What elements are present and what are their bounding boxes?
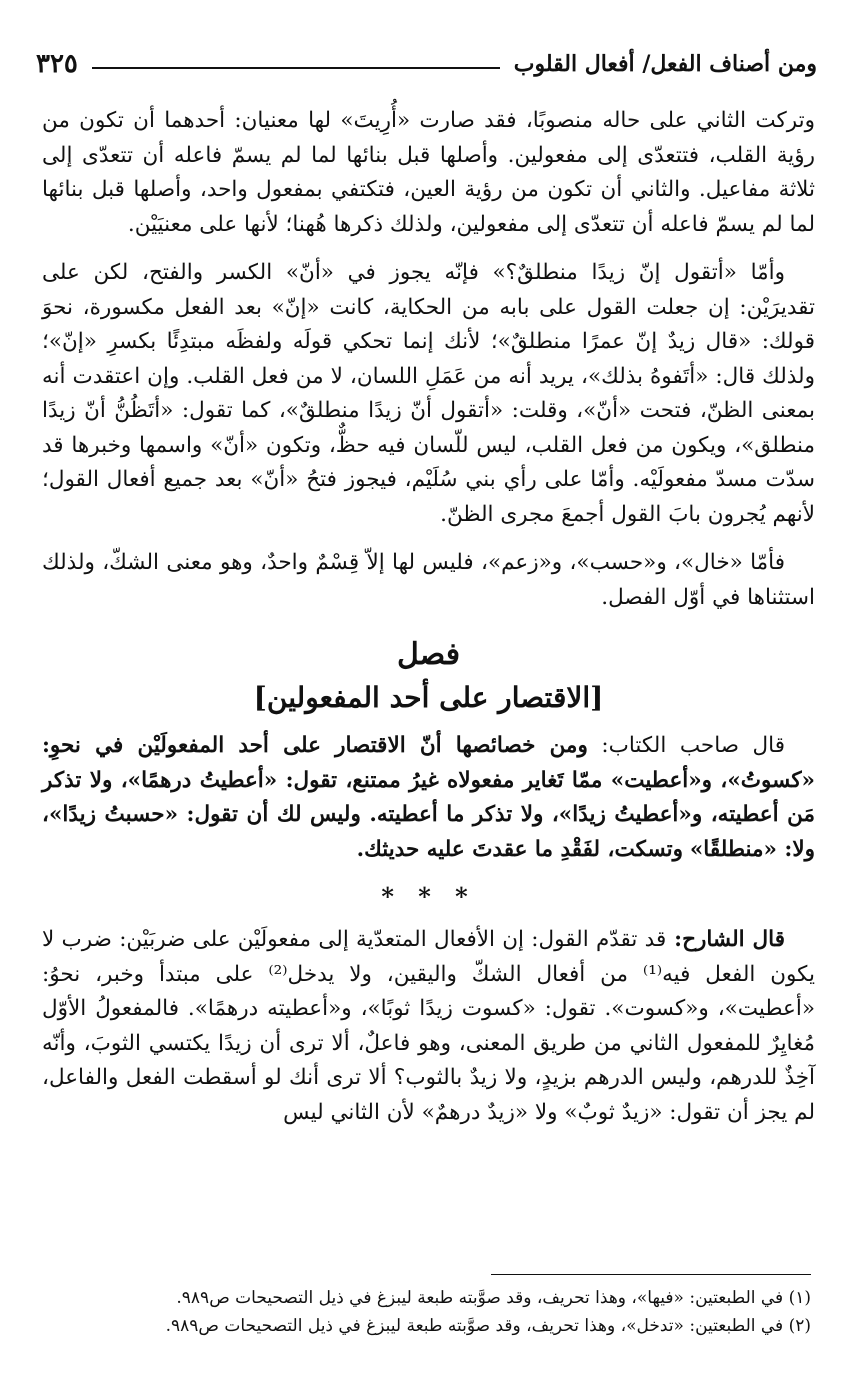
commentary-paragraph xyxy=(42,923,815,1130)
paragraph-3: فأمّا «خال»، و«حسب»، و«زعم»، فليس لها إلاّ قِسْمٌ واحدٌ، وهو معنى الشكّ، ولذلك استثناها في أوّل الفصل. xyxy=(42,550,815,610)
quote-ending: وتسكت، لفَقْدِ ما عقدتَ عليه حديثك. xyxy=(356,836,684,862)
footnotes xyxy=(44,1284,811,1340)
paragraph-1: وتركت الثاني على حاله منصوبًا، فقد صارت «أُرِيتَ» لها معنيان: أحدهما أن تكون من رؤية القلب، فتتعدّى إلى مفعولين. وأصلها قبل بنائها لما لم يسمّ فاعله أن تتعدّى إلى ثلاثة مفاعيل. والثاني أن تكون من رؤية العين، فتكتفي بمفعول واحد، وأصلها قبل بنائها لما لم يسمّ فاعله أن تتعدّى إلى مفعولين، ولذلك ذكرها هُهنا؛ لأنها على معنيَيْن. xyxy=(42,108,815,237)
running-title: ومن أصناف الفعل/ أفعال القلوب xyxy=(513,51,817,77)
paragraph-2: وأمّا «أتقول إنّ زيدًا منطلقٌ؟» فإنّه يجوز في «أنّ» الكسر والفتح، لكن على تقديرَيْن: إن جعلت القول على بابه من الحكاية، كانت «إنّ» بعد الفعل مكسورة، نحوَ قولك: «قال زيدٌ إنّ عمرًا منطلقٌ»؛ لأنك إنما تحكي قولَه ولفظَه مبتدِئًا بكسرِ «إنّ»؛ ولذلك قال: «أتَفوهُ بذلك»، يريد أنه من عَمَلِ اللسان، لا من فعل القلب. وإن اعتقدت أنه بمعنى الظنّ، فتحت «أنّ»، وقلت: «أتقول أنّ زيدًا منطلقٌ»، كما تقول: «أتَظُنُّ أنّ زيدًا منطلق»، ويكون من فعل القلب، ليس للّسان فيه حظٌّ، وتكون «أنّ» واسمها وخبرها قد سدّت مسدّ مفعولَيْه. وأمّا على رأي بني سُلَيْم، فيجوز فتحُ «أنّ» بعد جميع أفعال القول؛ لأنهم يُجرون بابَ القول أجمعَ مجرى الظنّ. xyxy=(42,260,815,527)
section-separator: * * * xyxy=(381,882,476,911)
footnote-2: (٢) في الطبعتين: «تدخل»، وهذا تحريف، وقد صوَّبته طبعة ليبزغ في ذيل التصحيحات ص٩٨٩. xyxy=(165,1316,811,1336)
commentary-intro: قد تقدّم القول: إن الأفعال المتعدّية إلى مفعولَيْن على ضربَيْن: xyxy=(119,927,667,952)
quote-bold-text: ومن خصائصها أنّ الاقتصار على أحد المفعولَيْن في نحوِ: «كسوتُ»، و«أعطيت» ممّا تَغاير مفعولاه غيرُ ممتنع، تقول: «أعطيتُ درهمًا»، ولا تذكر مَن أعطيته، و«أعطيتُ زيدًا»، ولا تذكر ما أعطيته. وليس لك أن تقول: «حسبتُ زيدًا»، ولا: «منطلقًا» xyxy=(42,733,815,862)
commentary-body: ضرب لا يكون الفعل فيه⁽¹⁾ من أفعال الشكّ واليقين، ولا يدخل⁽²⁾ على مبتدأ وخبر، نحوُ: «أعطيت»، و«كسوت». تقول: «كسوت زيدًا ثوبًا»، و«أعطيته درهمًا». فالمفعولُ الأوّل مُغايِرٌ للمفعول الثاني من طريق المعنى، وهو فاعلٌ، ألا ترى أن زيدًا يكتسي الثوبَ، وأنّه آخِذٌ للدرهم، وليس الدرهم بزيدٍ، ولا زيدٌ بالثوب؟ ألا ترى أنك لو أسقطت الفعل والفاعل، لم يجز أن تقول: «زيدٌ ثوبٌ» ولا «زيدٌ درهمٌ» لأن الثاني ليس xyxy=(42,927,815,1125)
page-number: ٣٢٥ xyxy=(36,49,78,79)
quoted-text xyxy=(42,729,815,867)
commentary-label: قال الشارح: xyxy=(666,927,785,952)
section-subtitle: [الاقتصار على أحد المفعولين] xyxy=(253,681,604,714)
page-header xyxy=(36,44,817,84)
header-rule xyxy=(92,67,500,69)
quote-intro: قال صاحب الكتاب: xyxy=(587,733,786,758)
section-title: فصل xyxy=(396,637,461,672)
footnote-rule xyxy=(491,1274,811,1275)
footnote-1: (١) في الطبعتين: «فيها»، وهذا تحريف، وقد صوَّبته طبعة ليبزغ في ذيل التصحيحات ص٩٨٩. xyxy=(176,1288,811,1308)
page-body xyxy=(42,104,815,1130)
